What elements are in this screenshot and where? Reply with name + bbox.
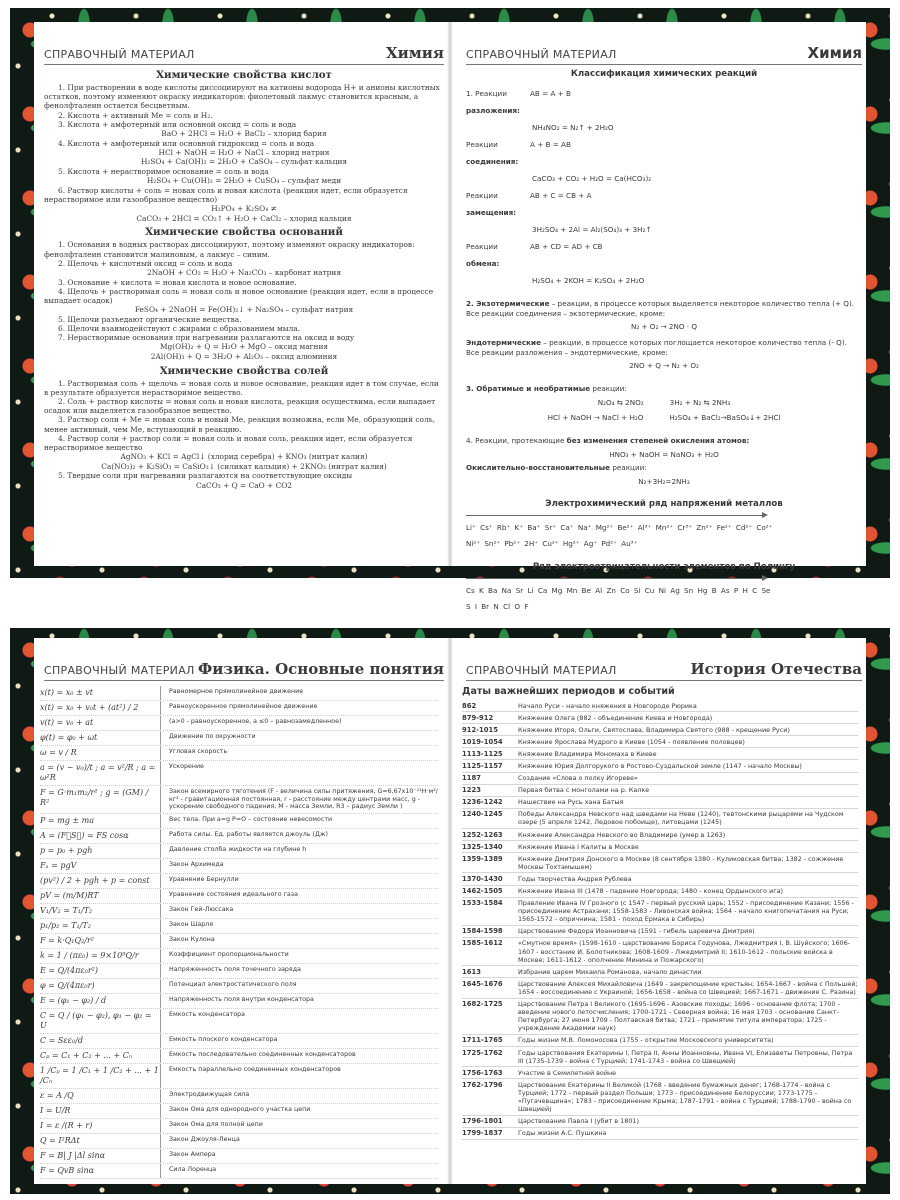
physics-formula: p₁/p₂ = T₁/T₂ (40, 919, 161, 933)
acids-property-text: 2. Кислота + активный Ме = соль и H₂. (58, 110, 213, 120)
substitution-example: 3H₂SO₄ + 2Al = Al₂(SO₄)₃ + 3H₂↑ (532, 225, 652, 234)
reversible-text (466, 383, 862, 395)
decomposition-formula: AB = A + B (530, 89, 571, 98)
physics-description: Закон Гей-Люссака (169, 905, 234, 913)
bases-formula: Mg(OH)₂ + Q = H₂O + MgO – оксид магния (159, 342, 329, 352)
redox-suffix: реакции: (610, 463, 647, 472)
history-event: Годы царствования Екатерины I, Петра II, Анны Иоанновны, Ивана VI, Елизаветы Петровны, Петра III (1735-1739 - война с Турцией; 1741-1743 - война со Швецией) (518, 1048, 853, 1065)
history-event: «Смутное время» (1598-1610 - царствование Бориса Годунова, Лжедмитрия I, В. Шуйского; 1606-1607 - восстание И. Болотникова; 1608-1609 - Лжедмитрий II; 1610-1612 - польские войска в Москве; 1611-1612 - ополчение Минина и Пожарского) (518, 939, 850, 964)
history-event: Годы жизни М.В. Ломоносова (1755 - открытие Московского университета) (518, 1036, 774, 1045)
salts-property-text: 1. Растворимая соль + щелочь = новая соль и новое основание, реакция идет в том случае, если в результате образуется нерастворимое вещество. (44, 378, 439, 397)
physics-formula: Q = I²RΔt (40, 1134, 161, 1148)
combination-example: CaCO₃ + CO₂ + H₂O = Ca(HCO₃)₂ (532, 174, 652, 183)
history-row (462, 1047, 858, 1067)
history-year: 912-1015 (462, 725, 498, 734)
history-year: 1125-1157 (462, 761, 503, 770)
combination-label: соединения: (466, 157, 519, 166)
history-row (462, 1035, 858, 1047)
history-event: Избрание царем Михаила Романова, начало династии (518, 967, 702, 976)
chemistry-right-page (462, 22, 866, 611)
salts-title: Химические свойства солей (159, 364, 329, 377)
history-year: 879-912 (462, 713, 494, 722)
page-header (466, 38, 862, 65)
history-event: Нашествие на Русь хана Батыя (518, 798, 624, 807)
physics-row (40, 859, 438, 874)
physics-formula: (pv²) / 2 + pgh + p = const (40, 874, 161, 888)
bases-property-text: 2. Щелочь + кислотный оксид = соль и вода (58, 258, 233, 268)
physics-formula: ε = A /Q (40, 1089, 161, 1103)
acids-list (44, 83, 444, 223)
oxidation-prefix: 4. Реакции, протекающие (466, 436, 567, 445)
salts-formula: CaCO₃ + Q = CaO + CO2 (195, 480, 292, 490)
history-year: 1252-1263 (462, 830, 503, 839)
history-year: 1711-1765 (462, 1036, 503, 1045)
history-row (462, 999, 858, 1035)
history-year: 1236-1242 (462, 798, 503, 807)
physics-row (40, 829, 438, 844)
physics-description: Емкость конденсатора (169, 1010, 246, 1018)
physics-formula: E = (φ₁ − φ₂) / d (40, 994, 161, 1008)
physics-description: Емкость последовательно соединенных конденсаторов (169, 1050, 356, 1058)
history-row (462, 886, 858, 898)
exchange-formula: AB + CD = AD + CB (530, 242, 603, 251)
physics-description: Сила Лоренца (169, 1165, 217, 1173)
physics-description: Угловая скорость (169, 748, 228, 755)
physics-row (40, 814, 438, 829)
history-event: Годы жизни А.С. Пушкина (518, 1129, 607, 1138)
history-row (462, 1128, 858, 1140)
physics-description: Электродвижущая сила (169, 1090, 250, 1098)
physics-description: Коэффициент пропорциональности (169, 950, 289, 958)
physics-description: Работа силы. Ед. работы является джоуль (Дж) (169, 830, 328, 838)
physics-description: Емкость плоского конденсатора (169, 1035, 278, 1043)
physics-description: Закон Ома для полной цепи (169, 1120, 263, 1128)
bases-property-text: 1. Основания в водных растворах диссоциируют, поэтому изменяют окраску индикаторов: фенолфталеин становится малиновым, а лакмус – синим. (44, 240, 415, 259)
history-year: 1019-1054 (462, 737, 503, 746)
physics-description: Равномерное прямолинейное движение (169, 688, 304, 695)
history-event: Княжение Ивана I Калиты в Москве (518, 842, 639, 851)
history-event: Княжение Владимира Мономаха в Киеве (518, 749, 657, 758)
history-year: 862 (462, 701, 477, 710)
series-arrow (466, 578, 766, 579)
bases-list (44, 240, 444, 361)
physics-description: Вес тела. При a=g P=O – состояние невесомости (169, 815, 333, 823)
exothermic-formula: N₂ + O₂ → 2NO · Q (630, 322, 698, 331)
header-reference-label: СПРАВОЧНЫЙ МАТЕРИАЛ (44, 48, 195, 61)
history-year: 1725-1762 (462, 1048, 503, 1057)
reaction-classification-title: Классификация химических реакций (570, 69, 758, 79)
metal-series-title: Электрохимический ряд напряжений металлов (545, 499, 783, 509)
history-year: 1762-1796 (462, 1080, 503, 1089)
physics-description: Закон Кулона (169, 935, 215, 943)
history-year: 1370-1430 (462, 874, 503, 883)
bases-property-text: 7. Нерастворимые основания при нагревании разлагаются на оксид и воду (58, 333, 355, 343)
decomposition-label: разложения: (466, 106, 520, 115)
combination-formula: A + B = AB (530, 140, 571, 149)
combination-row (466, 136, 862, 170)
exchange-example: H₂SO₄ + 2KOH = K₂SO₄ + 2H₂O (532, 276, 645, 285)
physics-formula: p = p₀ + pgh (40, 844, 161, 858)
acids-formula: HCl + NaOH = H₂O + NaCl – хлорид натрия (158, 147, 330, 157)
physics-description: Емкость параллельно соединенных конденсаторов (169, 1065, 341, 1073)
history-event: Царствование Павла I (убит в 1801) (518, 1117, 639, 1126)
history-event: Царствование Екатерины II Великой (1768 - введение бумажных денег; 1768-1774 - война с Турцией; 1772 - первый раздел Польши; 1773 - присоединение Белоруссии; 1773-1775 - «Пугачевщина»; 1783 - присоединение Крыма; 1787-1791 - война с Турцией; 1788-1790 - война со Швецией) (518, 1080, 852, 1114)
bases-formula: FeSO₄ + 2NaOH = Fe(OH)₂↓ + Na₂SO₄ – сульфат натрия (134, 305, 354, 315)
endothermic-formula: 2NO + Q → N₂ + O₂ (629, 361, 699, 370)
reversible-formulas-row-2 (466, 410, 862, 425)
physics-description: Напряженность поля внутри конденсатора (169, 995, 314, 1003)
physics-row (40, 874, 438, 889)
physics-row (40, 979, 438, 994)
reversible-formula-1: N₂O₄ ⇆ 2NO₂ (597, 398, 644, 407)
bases-formula: 2Al(OH)₃ + Q = 3H₂O + Al₂O₃ – оксид алюминия (150, 352, 338, 361)
history-row (462, 978, 858, 998)
oxidation-label: без изменения степеней окисления атомов: (566, 436, 750, 445)
physics-formula: F = G·m₁m₂/r² ; g = (GM) / R² (40, 786, 161, 813)
physics-description: Потенциал электростатического поля (169, 980, 297, 988)
salts-formula: Ca(NO₃)₂ + K₂SiO₃ = CaSiO₃↓ (силикат кальция) + 2KNO₃ (нитрат калия) (101, 461, 387, 471)
salts-property-text: 5. Твердые соли при нагревании разлагаются на соответствующие оксиды (58, 471, 353, 481)
oxidation-text (466, 435, 862, 447)
physics-history-spread (10, 628, 890, 1194)
physics-formula: I = ε /(R + r) (40, 1119, 161, 1133)
header-reference-label: СПРАВОЧНЫЙ МАТЕРИАЛ (466, 48, 617, 61)
redox-formula: N₂+3H₂=2NH₃ (638, 477, 690, 486)
history-row (462, 1079, 858, 1115)
physics-formula: x(t) = x₀ ± vt (40, 686, 161, 700)
history-event: Княжение Ивана III (1478 - падение Новгорода; 1480 - конец Ордынского ига) (518, 887, 784, 895)
oxidation-formula: HNO₃ + NaOH = NaNO₃ + H₂O (609, 450, 719, 459)
physics-formula: C = Sεε₀/d (40, 1034, 161, 1048)
physics-row (40, 1064, 438, 1089)
metal-series-row-2: Ni²⁺ Sn²⁺ Pb²⁺ 2H⁺ Cu²⁺ Hg²⁺ Ag⁺ Pd²⁺ Au³⁺ (466, 539, 638, 548)
bases-property-text: 6. Щелочи взаимодействуют с жирами с образованием мыла. (58, 324, 301, 333)
irreversible-formula-2: H₂SO₄ + BaCl₂→BaSO₄↓+ 2HCl (669, 413, 781, 422)
physics-formula: C = Q / (φ₁ − φ₂), φ₁ − φ₂ = U (40, 1009, 161, 1033)
history-year: 1756-1763 (462, 1068, 503, 1077)
bases-property-text: 4. Щелочь + растворимая соль = новая соль и новое основание (реакция идет, если в процессе выпадает осадок) (44, 286, 434, 305)
physics-formula: pV = (m/M)RT (40, 889, 161, 903)
reversible-formulas-row-1 (466, 395, 862, 410)
substitution-row (466, 187, 862, 221)
physics-formula: φ(t) = φ₀ + ωt (40, 731, 161, 745)
history-event: Первая битва с монголами на р. Калке (518, 786, 650, 795)
physics-description: Закон Ома для однородного участка цепи (169, 1105, 311, 1113)
history-row (462, 841, 858, 853)
header-reference-label: СПРАВОЧНЫЙ МАТЕРИАЛ (466, 664, 617, 677)
exchange-label: обмена: (466, 259, 500, 268)
decomposition-row (466, 85, 862, 119)
history-event: Создание «Слова о полку Игореве» (518, 774, 638, 783)
physics-description: Закон Ампера (169, 1150, 216, 1158)
history-event: Княжение Александра Невского во Владимире (умер в 1263) (518, 830, 726, 839)
series-arrow (466, 515, 766, 516)
physics-formula: k = 1 / (πε₀) = 9×10⁹Q/r (40, 949, 161, 963)
history-year: 1799-1837 (462, 1129, 503, 1138)
history-year: 1359-1389 (462, 854, 503, 863)
salts-property-text: 3. Раствор соли + Ме = новая соль и новый Ме, реакция возможна, если Ме, образующий соль, менее активный, чем Ме, вступающий в реакцию. (44, 415, 436, 434)
history-event: Правление Ивана IV Грозного (с 1547 - первый русский царь; 1552 - присоединение Казани; 1556 - присоединение Астрахани; 1558-1583 - Ливонская война; 1564 - начало книгопечатания на Руси; 1565-1572 - опричнина; 1581 - поход Ермака в Сибирь) (518, 899, 854, 924)
physics-formula: v(t) = v₀ + at (40, 716, 161, 730)
endothermic-label: Эндотермические (466, 338, 541, 347)
exothermic-text (466, 299, 862, 319)
history-year: 1682-1725 (462, 1000, 503, 1009)
bases-title: Химические свойства оснований (145, 226, 343, 239)
physics-row (40, 731, 438, 746)
physics-formula: F = B| J |Δl sinα (40, 1149, 161, 1163)
physics-formula: x(t) = x₀ + v₀t + (at²) / 2 (40, 701, 161, 715)
reversible-suffix: реакции: (590, 384, 627, 393)
exothermic-label: 2. Экзотермические (466, 299, 550, 308)
bases-property-text: 3. Основание + кислота = новая кислота и новое основание. (58, 277, 297, 287)
history-event: Княжение Ярослава Мудрого в Киеве (1054 - появление половцев) (518, 737, 745, 746)
history-row (462, 773, 858, 785)
salts-property-text: 4. Раствор соли + раствор соли = новая соль и новая соль, реакция идет, если образуется нерастворимое вещество (44, 433, 413, 453)
salts-formula: AgNO₃ + KCl = AgCl↓ (хлорид серебра) + KNO₃ (нитрат калия) (120, 452, 368, 462)
substitution-prefix: Реакции (466, 191, 498, 200)
history-row (462, 966, 858, 978)
acids-property-text: 5. Кислота + нерастворимое основание = соль и вода (58, 167, 269, 176)
physics-row (40, 701, 438, 716)
physics-description: Уравнение Бернулли (169, 875, 239, 883)
acids-property-text: 6. Раствор кислоты + соль = новая соль и новая кислота (реакция идет, если образуется нерастворимое или газообразное вещество) (44, 185, 408, 204)
acids-formula: CaCO₃ + 2HCl = CO₂↑ + H₂O + CaCl₂ – хлорид кальция (136, 213, 352, 223)
decomposition-example: NH₄NO₂ = N₂↑ + 2H₂O (532, 123, 614, 132)
acids-formula: H₂SO₄ + Ca(OH)₂ = 2H₂O + CaSO₄ – сульфат кальция (140, 157, 348, 167)
physics-formula: ω = v / R (40, 746, 161, 760)
physics-formula: I = U/R (40, 1104, 161, 1118)
history-row (462, 785, 858, 797)
history-year: 1796-1801 (462, 1117, 503, 1126)
physics-row (40, 844, 438, 859)
history-row (462, 1116, 858, 1128)
history-event: Княжение Игоря, Ольги, Святослава, Владимира Святого (988 - крещение Руси) (518, 725, 790, 734)
irreversible-formula-1: HCl + NaOH → NaCl + H₂O (547, 413, 644, 422)
physics-formula: F = QvB sinα (40, 1164, 161, 1178)
history-year: 1584-1598 (462, 927, 503, 936)
chemistry-left-page (40, 22, 448, 566)
salts-property-text: 2. Соль + раствор кислоты = новая соль и новая кислота, реакция осуществима, если выпадает осадок или выделяется газообразное вещество. (44, 397, 436, 416)
physics-formula: F = k·Q₁Q₂/r² (40, 934, 161, 948)
history-event: Победы Александра Невского над шведами на Неве (1240), тевтонскими рыцарями на Чудском озере (5 апреля 1242, Ледовое побоище), литовцами (1245) (518, 810, 844, 827)
chemistry-spread (10, 8, 890, 611)
history-row (462, 712, 858, 724)
history-event: Княжение Дмитрия Донского в Москве (8 сентября 1380 - Куликовская битва; 1382 - сожжение Москвы Тохтамышем) (518, 854, 844, 871)
combination-prefix: Реакции (466, 140, 498, 149)
history-event: Царствование Федора Иоанновича (1591 - гибель царевича Дмитрия) (518, 927, 755, 936)
history-row (462, 829, 858, 841)
header-subject-title: Химия (807, 44, 862, 62)
acids-title: Химические свойства кислот (156, 69, 332, 81)
history-year: 1223 (462, 786, 481, 795)
physics-row (40, 964, 438, 979)
physics-row (40, 919, 438, 934)
history-year: 1113-1125 (462, 749, 503, 758)
physics-history-sheet (34, 638, 866, 1184)
header-subject-title: Химия (385, 44, 444, 62)
physics-formula: V₁/V₂ = T₁/T₂ (40, 904, 161, 918)
history-year: 1462-1505 (462, 887, 503, 895)
physics-description: Закон Архимеда (169, 860, 224, 868)
acids-formula: H₂SO₄ + Cu(OH)₂ = 2H₂O + CuSO₄ – сульфат меди (146, 176, 342, 186)
page-header (466, 654, 862, 681)
history-row (462, 873, 858, 885)
physics-formula: a = (v − v₀)/t ; a = v²/R ; a = ω²R (40, 761, 161, 785)
physics-formula-table (40, 686, 438, 1179)
physics-description: Напряженность поля точечного заряда (169, 965, 301, 973)
electronegativity-row-2: S I Br N Cl O F (466, 602, 529, 611)
reversible-formula-2: 3H₂ + N₂ ⇆ 2NH₃ (669, 398, 731, 407)
physics-description: (a>0 - равноускоренное, a ≤0 – равнозамедленное) (169, 718, 342, 725)
page-header (44, 654, 444, 681)
endothermic-description: – реакции, в процессе которых поглощается некоторое количество тепла (- Q). Все реакции разложения – эндотермические, кроме: (466, 338, 847, 357)
history-event: Участие в Семилетней войне (518, 1068, 617, 1077)
physics-formula: E = Q/(4πε₀r²) (40, 964, 161, 978)
physics-row (40, 1009, 438, 1034)
history-year: 1533-1584 (462, 899, 503, 908)
physics-row (40, 686, 438, 701)
history-dates-title: Даты важнейших периодов и событий (462, 686, 675, 697)
endothermic-text (466, 338, 862, 358)
chemistry-sheet (34, 22, 866, 611)
physics-description: Закон Шарля (169, 920, 214, 928)
physics-description: Закон Джоуля-Ленца (169, 1135, 240, 1143)
page-header (44, 38, 444, 65)
header-reference-label: СПРАВОЧНЫЙ МАТЕРИАЛ (44, 664, 195, 677)
physics-row (40, 761, 438, 786)
history-row (462, 700, 858, 712)
physics-row (40, 1104, 438, 1119)
exchange-row (466, 238, 862, 272)
bases-formula: 2NaOH + CO₂ = H₂O + Na₂CO₃ – карбонат натрия (147, 268, 341, 277)
history-event: Начало Руси - начало княжения в Новгороде Рюрика (518, 701, 697, 710)
physics-description: Ускорение (169, 763, 204, 770)
acids-property-text: 1. При растворении в воде кислоты диссоциируют на катионы водорода H+ и анионы кислотных остатков, поэтому изменяют окраску индикаторов: фиолетовый лакмус становится красным, а фенолфталеин остается бесцветным. (44, 83, 440, 111)
history-row (462, 797, 858, 809)
history-year: 1645-1676 (462, 979, 503, 988)
history-row (462, 760, 858, 772)
acids-formula: BaO + 2HCl = H₂O + BaCl₂ – хлорид бария (161, 129, 327, 139)
physics-row (40, 746, 438, 761)
history-year: 1187 (462, 774, 481, 783)
history-row (462, 736, 858, 748)
header-subject-title: История Отечества (690, 660, 862, 678)
physics-row (40, 1134, 438, 1149)
history-row (462, 898, 858, 926)
exothermic-description: – реакции, в процессе которых выделяется некоторое количество тепла (+ Q). Все реакции соединения – экзотермические, кроме: (466, 299, 855, 318)
reversible-label: 3. Обратимые и необратимые (466, 384, 591, 393)
history-row (462, 1067, 858, 1079)
substitution-formula: AB + C = CB + A (530, 191, 592, 200)
physics-row (40, 994, 438, 1009)
history-event: Царствование Петра I Великого (1695-1696 - Азовские походы; 1696 - основание флота; 1700 - введение нового летосчисления; 1700-1721 - Северная война; 16 мая 1703 - основание Санкт-Петербурга; 27 июня 1709 - Полтавская битва; 1721 - принятие титула императора; 1725 - учреждение Академии наук) (518, 1000, 840, 1033)
physics-description: Движение по окружности (169, 733, 256, 740)
acids-formula: H₃PO₄ + K₂SO₄ ≠ (211, 204, 277, 214)
physics-formula: P = mg ± ma (40, 814, 161, 828)
bases-property-text: 5. Щелочи разъедают органические вещества. (58, 314, 242, 324)
history-year: 1613 (462, 967, 481, 976)
history-rows (462, 700, 858, 1140)
history-dates-table (462, 686, 858, 1140)
physics-row (40, 1034, 438, 1049)
physics-description: Закон всемирного тяготения (F - величина силы притяжения, G=6,67x10⁻¹¹Н·м²/кг² - гравитационная постоянная, r - расстояние между центрами масс, g - ускорение свободного падения, M - масса Земли, R3 – радиус Земли ) (169, 788, 438, 811)
acids-property-text: 4. Кислота + амфотерный или основной гидроксид = соль и вода (58, 138, 315, 148)
history-event: Царствование Алексея Михайловича (1649 - закрепощение крестьян; 1654-1667 - война с Польшей; 1654 - воссоединение с Украиной; 1656-1658 - война со Швецией; 1667-1671 - движение С. Разина) (518, 979, 858, 996)
redox-text (466, 462, 862, 474)
history-event: Княжение Юрия Долгорукого в Ростово-Суздальской земле (1147 - начало Москвы) (518, 761, 802, 770)
physics-row (40, 1149, 438, 1164)
electronegativity-row-1: Cs K Ba Na Sr Li Ca Mg Mn Be Al Zn Co Si Cu Ni Ag Sn Hg B As P H C Se (466, 586, 771, 595)
physics-description: Уравнение состояния идеального газа (169, 890, 298, 898)
acids-property-text: 3. Кислота + амфотерный или основной оксид = соль и вода (58, 119, 297, 129)
physics-description: Равноускоренное прямолинейное движение (169, 703, 318, 710)
physics-formula: A = (F⃗S⃗) = FS cosα (40, 829, 161, 843)
history-row (462, 926, 858, 938)
decomposition-prefix: 1. Реакции (466, 89, 507, 98)
physics-row (40, 889, 438, 904)
redox-label: Окислительно-восстановительные (466, 463, 611, 472)
physics-row (40, 904, 438, 919)
history-year: 1585-1612 (462, 939, 503, 948)
history-year: 1240-1245 (462, 810, 503, 819)
physics-description: Давление столба жидкости на глубине h (169, 845, 307, 853)
physics-row (40, 1164, 438, 1179)
history-event: Годы творчества Андрея Рублева (518, 874, 632, 883)
metal-series-row-1: Li⁺ Cs⁺ Rb⁺ K⁺ Ba⁺ Sr⁺ Ca⁺ Na⁺ Mg²⁺ Be²⁺ Al³⁺ Mn²⁺ Cr³⁺ Zn²⁺ Fe²⁺ Cd²⁺ Co²⁺ (466, 523, 773, 532)
physics-row (40, 1089, 438, 1104)
history-row (462, 809, 858, 829)
history-row (462, 853, 858, 873)
electronegativity-title: Ряд электроотрицательности элементов по Полингу (532, 562, 796, 572)
history-row (462, 748, 858, 760)
history-year: 1325-1340 (462, 842, 503, 851)
physics-row (40, 716, 438, 731)
physics-formula: φ = Q/(4πε₀r) (40, 979, 161, 993)
physics-formula: Cₚ = C₁ + C₂ + ... + Cₙ (40, 1049, 161, 1063)
physics-row (40, 1119, 438, 1134)
physics-formula: Fₐ = pgV (40, 859, 161, 873)
physics-formula: 1 /Cₚ = 1 /C₁ + 1 /C₂ + ... + 1 /Cₙ (40, 1064, 161, 1088)
physics-row (40, 1049, 438, 1064)
substitution-label: замещения: (466, 208, 517, 217)
history-row (462, 724, 858, 736)
physics-row (40, 949, 438, 964)
salts-list (44, 379, 444, 491)
history-row (462, 938, 858, 966)
history-event: Княжение Олега (882 - объединение Киева и Новгорода) (518, 713, 713, 722)
physics-row (40, 786, 438, 814)
exchange-prefix: Реакции (466, 242, 498, 251)
physics-row (40, 934, 438, 949)
header-subject-title: Физика. Основные понятия (198, 660, 444, 678)
